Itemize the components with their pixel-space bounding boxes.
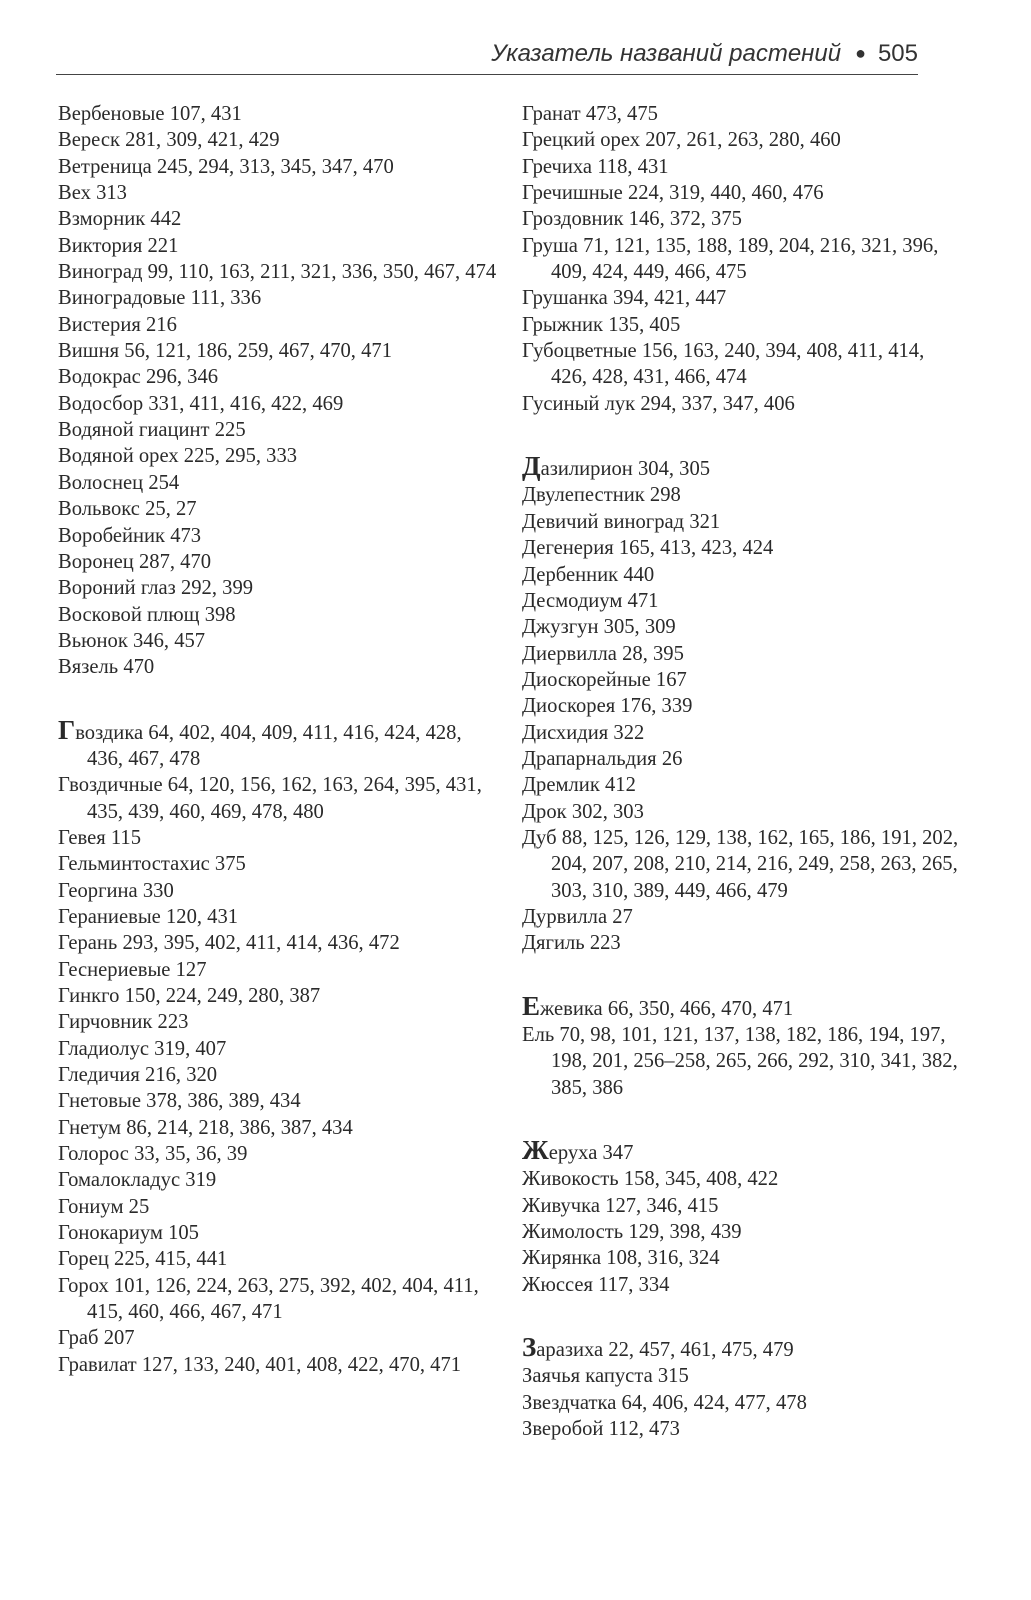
- entry-term: Гонокариум: [58, 1222, 163, 1245]
- entry-pages: 305, 309: [603, 616, 676, 639]
- entry-term: Живучка: [522, 1194, 600, 1217]
- index-entry: [522, 233, 962, 286]
- entry-term: Взморник: [58, 208, 146, 231]
- entry-pages: 70, 98, 101, 121, 137, 138, 182, 186, 194, 197, 198, 201, 256–258, 265, 266, 292, 310, 341, 382, 385, 386: [551, 1024, 958, 1099]
- entry-term: Герань: [58, 932, 118, 955]
- index-entry: [522, 535, 962, 561]
- entry-term: аразиха: [536, 1339, 604, 1362]
- entry-term: Виноградовые: [58, 287, 186, 310]
- entry-pages: 473, 475: [585, 103, 658, 125]
- entry-term: Жирянка: [522, 1247, 602, 1270]
- entry-pages: 293, 395, 402, 411, 414, 436, 472: [122, 932, 400, 955]
- entry-term: Дисхидия: [522, 721, 609, 744]
- letter-group-gap: [522, 1298, 962, 1334]
- entry-pages: 117, 334: [598, 1273, 670, 1296]
- entry-term: Драпарнальдия: [522, 747, 657, 770]
- index-entry: [58, 1141, 498, 1167]
- entry-term: Живокость: [522, 1168, 619, 1191]
- entry-pages: 440: [623, 563, 655, 586]
- entry-term: Зверобой: [522, 1418, 604, 1441]
- index-entry: [58, 825, 498, 851]
- entry-term: Гречишные: [522, 182, 623, 205]
- index-entry-letter-start: [522, 453, 962, 482]
- entry-term: Дурвилла: [522, 905, 608, 928]
- running-header: [56, 34, 918, 75]
- entry-term: Гинкго: [58, 985, 120, 1007]
- index-entry: [58, 1273, 498, 1326]
- entry-term: Грецкий орех: [522, 129, 641, 152]
- entry-term: жевика: [540, 997, 603, 1020]
- entry-pages: 294, 337, 347, 406: [640, 392, 795, 415]
- entry-term: Дрок: [522, 800, 567, 823]
- index-entry: [58, 904, 498, 930]
- index-entry: [58, 259, 498, 285]
- entry-pages: 120, 431: [165, 905, 239, 928]
- entry-pages: 22, 457, 461, 475, 479: [608, 1339, 794, 1362]
- entry-pages: 398: [204, 603, 236, 626]
- header-title: Указатель названий растений: [491, 40, 842, 67]
- entry-pages: 347: [602, 1142, 634, 1165]
- index-entry: [522, 930, 962, 956]
- entry-pages: 118, 431: [597, 155, 669, 178]
- entry-term: Гнетум: [58, 1116, 122, 1139]
- entry-pages: 296, 346: [145, 366, 219, 389]
- entry-pages: 66, 350, 466, 470, 471: [607, 997, 794, 1020]
- entry-term: азилирион: [540, 458, 633, 481]
- index-entry: [58, 470, 498, 496]
- index-entry: [522, 338, 962, 391]
- index-entry: [522, 391, 962, 417]
- entry-term: Дербенник: [522, 563, 619, 586]
- entry-pages: 302, 303: [571, 800, 644, 823]
- entry-pages: 146, 372, 375: [628, 208, 742, 231]
- index-entry-letter-start: [522, 990, 962, 1022]
- entry-pages: 223: [589, 932, 621, 955]
- entry-pages: 225: [214, 419, 246, 442]
- entry-pages: 150, 224, 249, 280, 387: [124, 985, 321, 1007]
- entry-pages: 375: [214, 853, 246, 876]
- index-entry: [522, 1416, 962, 1442]
- entry-term: Голорос: [58, 1143, 129, 1166]
- index-entry: [522, 720, 962, 746]
- index-entry: [58, 878, 498, 904]
- entry-pages: 25: [128, 1195, 150, 1218]
- entry-pages: 216, 320: [145, 1064, 218, 1087]
- entry-pages: 319: [185, 1169, 217, 1192]
- entry-term: Гельминтостахис: [58, 853, 210, 876]
- index-entry: [58, 285, 498, 311]
- entry-term: Грушанка: [522, 287, 608, 310]
- entry-pages: 71, 121, 135, 188, 189, 204, 216, 321, 396, 409, 424, 449, 466, 475: [551, 234, 939, 284]
- entry-term: Губоцветные: [522, 340, 637, 363]
- entry-pages: 412: [604, 774, 636, 797]
- index-entry: [58, 523, 498, 549]
- index-entry: [58, 364, 498, 390]
- entry-pages: 331, 411, 416, 422, 469: [148, 392, 344, 415]
- entry-pages: 99, 110, 163, 211, 321, 336, 350, 467, 474: [147, 261, 497, 284]
- entry-term: Диоскорейные: [522, 668, 651, 691]
- entry-term: Граб: [58, 1327, 99, 1350]
- entry-pages: 156, 163, 240, 394, 408, 411, 414, 426, 428, 431, 466, 474: [551, 340, 925, 389]
- letter-initial: Е: [522, 990, 541, 1021]
- index-entry: [522, 312, 962, 338]
- entry-pages: 224, 319, 440, 460, 476: [627, 182, 824, 205]
- index-entry: [522, 1390, 962, 1416]
- index-entry: [522, 1022, 962, 1101]
- index-entry: [58, 628, 498, 654]
- entry-term: Заячья капуста: [522, 1365, 653, 1388]
- index-entry: [522, 180, 962, 206]
- entry-pages: 26: [661, 747, 683, 770]
- entry-pages: 129, 398, 439: [628, 1221, 742, 1244]
- index-entry: [522, 799, 962, 825]
- entry-pages: 108, 316, 324: [606, 1247, 720, 1270]
- entry-term: Джузгун: [522, 616, 599, 639]
- entry-pages: 298: [649, 484, 681, 507]
- entry-pages: 33, 35, 36, 39: [134, 1143, 248, 1166]
- entry-term: Гирчовник: [58, 1011, 153, 1034]
- index-entry: [522, 509, 962, 535]
- entry-term: Вишня: [58, 340, 120, 363]
- entry-pages: 321: [689, 510, 721, 533]
- entry-pages: 135, 405: [608, 313, 681, 336]
- entry-term: Горец: [58, 1248, 109, 1271]
- entry-term: Вистерия: [58, 313, 141, 336]
- index-entry: [58, 1036, 498, 1062]
- entry-pages: 292, 399: [180, 577, 254, 600]
- index-entry: [58, 575, 498, 601]
- entry-term: Гевея: [58, 826, 106, 849]
- letter-initial: Ж: [522, 1135, 549, 1166]
- index-entry: [522, 1245, 962, 1271]
- entry-term: Вороний глаз: [58, 577, 176, 600]
- letter-initial: Г: [58, 714, 76, 745]
- entry-term: Геснериевые: [58, 958, 171, 981]
- index-entry: [58, 1352, 498, 1378]
- entry-term: Горох: [58, 1274, 109, 1297]
- index-entry: [58, 338, 498, 364]
- entry-pages: 315: [657, 1365, 689, 1388]
- entry-term: Дягиль: [522, 932, 585, 955]
- entry-pages: 27: [612, 905, 633, 928]
- index-entry: [58, 154, 498, 180]
- entry-term: Гравилат: [58, 1353, 137, 1376]
- index-entry: [58, 957, 498, 983]
- index-entry: [58, 233, 498, 259]
- index-entry: [58, 1246, 498, 1272]
- index-entry: [522, 904, 962, 930]
- entry-pages: 111, 336: [190, 287, 262, 310]
- entry-pages: 281, 309, 421, 429: [125, 129, 280, 152]
- index-entry: [58, 127, 498, 153]
- entry-term: Дегенерия: [522, 537, 614, 560]
- entry-term: Водосбор: [58, 392, 144, 415]
- letter-initial: Д: [522, 451, 541, 482]
- index-entry: [58, 983, 498, 1009]
- left-index-column: [58, 101, 498, 1378]
- entry-pages: 346, 457: [133, 629, 206, 652]
- index-entry: [522, 1363, 962, 1389]
- entry-term: Дуб: [522, 826, 557, 849]
- entry-pages: 127, 133, 240, 401, 408, 422, 470, 471: [141, 1353, 462, 1376]
- entry-term: Волоснец: [58, 471, 144, 494]
- index-entry: [522, 1166, 962, 1192]
- entry-pages: 245, 294, 313, 345, 347, 470: [156, 155, 394, 178]
- index-entry: [58, 391, 498, 417]
- entry-term: Жимолость: [522, 1221, 624, 1244]
- entry-pages: 176, 339: [620, 695, 693, 718]
- entry-term: воздика: [75, 721, 144, 744]
- entry-term: Восковой плющ: [58, 603, 200, 626]
- letter-group-gap: [522, 957, 962, 993]
- entry-term: Вербеновые: [58, 103, 165, 125]
- index-entry: [58, 206, 498, 232]
- index-entry: [522, 1193, 962, 1219]
- entry-term: Водяной орех: [58, 445, 179, 468]
- entry-pages: 86, 214, 218, 386, 387, 434: [126, 1116, 353, 1139]
- entry-pages: 56, 121, 186, 259, 467, 470, 471: [124, 340, 392, 363]
- entry-pages: 442: [150, 208, 182, 231]
- entry-term: Десмодиум: [522, 589, 623, 612]
- index-entry: [58, 1325, 498, 1351]
- entry-pages: 471: [627, 589, 659, 612]
- entry-pages: 165, 413, 423, 424: [618, 537, 774, 560]
- index-entry: [522, 746, 962, 772]
- index-entry: [58, 772, 498, 825]
- entry-term: Жюссея: [522, 1273, 593, 1296]
- entry-pages: 115: [110, 826, 141, 849]
- letter-group-gap: [58, 681, 498, 717]
- entry-pages: 127, 346, 415: [605, 1194, 719, 1217]
- index-entry: [58, 101, 498, 127]
- entry-pages: 105: [168, 1222, 199, 1245]
- entry-term: Вех: [58, 182, 91, 205]
- entry-term: Ветреница: [58, 155, 152, 178]
- entry-pages: 470: [123, 656, 155, 679]
- entry-term: Грыжник: [522, 313, 604, 336]
- index-entry: [58, 1088, 498, 1114]
- entry-term: Гладиолус: [58, 1037, 150, 1060]
- entry-pages: 304, 305: [637, 458, 711, 481]
- entry-pages: 473: [170, 524, 202, 547]
- entry-pages: 322: [613, 721, 645, 744]
- entry-pages: 28, 395: [622, 642, 684, 665]
- letter-initial: З: [522, 1332, 537, 1363]
- index-entry: [522, 562, 962, 588]
- entry-term: Виктория: [58, 234, 143, 257]
- index-entry: [58, 417, 498, 443]
- entry-pages: 64, 120, 156, 162, 163, 264, 395, 431, 435, 439, 460, 469, 478, 480: [87, 774, 482, 823]
- index-entry: [58, 1220, 498, 1246]
- entry-term: Гледичия: [58, 1064, 140, 1087]
- entry-term: Виноград: [58, 261, 143, 284]
- entry-pages: 112, 473: [608, 1418, 680, 1441]
- entry-term: Диервилла: [522, 642, 617, 665]
- index-entry-letter-start: [58, 714, 498, 773]
- entry-term: Гречиха: [522, 155, 593, 178]
- entry-pages: 330: [142, 879, 174, 902]
- index-entry: [522, 588, 962, 614]
- index-entry: [58, 549, 498, 575]
- index-entry: [522, 1219, 962, 1245]
- index-entry: [58, 851, 498, 877]
- index-entry: [522, 127, 962, 153]
- index-entry: [58, 654, 498, 680]
- entry-pages: 287, 470: [138, 550, 212, 573]
- index-entry: [522, 641, 962, 667]
- index-entry-letter-start: [522, 1137, 962, 1166]
- index-entry: [58, 1167, 498, 1193]
- index-entry: [58, 1115, 498, 1141]
- index-entry-letter-start: [522, 1334, 962, 1363]
- entry-pages: 221: [147, 234, 179, 257]
- entry-pages: 88, 125, 126, 129, 138, 162, 165, 186, 191, 202, 204, 207, 208, 210, 214, 216, 249, 258, 263, 265, 303, 310, 389, 449, 466, 479: [551, 826, 959, 902]
- entry-pages: 64, 406, 424, 477, 478: [621, 1391, 807, 1414]
- index-entry: [58, 180, 498, 206]
- entry-pages: 223: [157, 1011, 189, 1034]
- index-entry: [58, 1062, 498, 1088]
- index-entry: [522, 693, 962, 719]
- index-entry: [522, 614, 962, 640]
- entry-term: Гусиный лук: [522, 392, 636, 415]
- entry-pages: 64, 402, 404, 409, 411, 416, 424, 428, 436, 467, 478: [87, 721, 462, 770]
- entry-term: Вязель: [58, 656, 119, 679]
- index-entry: [58, 443, 498, 469]
- entry-term: Дремлик: [522, 774, 600, 797]
- index-entry: [58, 602, 498, 628]
- entry-pages: 127: [175, 958, 207, 981]
- entry-pages: 378, 386, 389, 434: [146, 1090, 301, 1113]
- entry-pages: 225, 295, 333: [183, 445, 298, 468]
- entry-pages: 207: [103, 1327, 135, 1350]
- entry-term: Георгина: [58, 879, 138, 902]
- entry-term: Груша: [522, 234, 578, 257]
- index-entry: [522, 206, 962, 232]
- entry-term: Гониум: [58, 1195, 124, 1218]
- index-entry: [58, 1009, 498, 1035]
- index-entry: [522, 285, 962, 311]
- entry-term: Гераниевые: [58, 905, 161, 928]
- entry-term: Двулепестник: [522, 484, 645, 507]
- entry-term: Гроздовник: [522, 208, 624, 231]
- entry-pages: 319, 407: [154, 1037, 227, 1060]
- entry-pages: 216: [145, 313, 177, 336]
- entry-term: Вольвокс: [58, 498, 140, 521]
- entry-term: Вьюнок: [58, 629, 128, 652]
- entry-term: Девичий виноград: [522, 510, 685, 533]
- entry-term: Водокрас: [58, 366, 141, 389]
- index-entry: [522, 154, 962, 180]
- index-entry: [522, 825, 962, 904]
- entry-pages: 25, 27: [145, 498, 197, 521]
- entry-term: Водяной гиацинт: [58, 419, 210, 442]
- index-entry: [522, 482, 962, 508]
- entry-term: Диоскорея: [522, 695, 616, 718]
- page-number: 505: [877, 40, 918, 67]
- entry-term: Гвоздичные: [58, 774, 163, 797]
- entry-term: Гранат: [522, 103, 581, 125]
- entry-term: Звездчатка: [522, 1391, 617, 1414]
- entry-pages: 207, 261, 263, 280, 460: [645, 129, 841, 152]
- entry-pages: 313: [96, 182, 127, 205]
- index-entry: [58, 312, 498, 338]
- entry-pages: 167: [655, 668, 687, 691]
- entry-pages: 394, 421, 447: [612, 287, 727, 310]
- entry-term: еруха: [548, 1142, 598, 1165]
- index-entry: [522, 1272, 962, 1298]
- entry-term: Ель: [522, 1024, 555, 1046]
- header-bullet: ●: [855, 43, 866, 63]
- entry-pages: 225, 415, 441: [114, 1248, 228, 1271]
- entry-pages: 254: [148, 471, 180, 494]
- entry-pages: 158, 345, 408, 422: [623, 1168, 779, 1191]
- index-entry: [522, 772, 962, 798]
- index-entry: [58, 496, 498, 522]
- entry-term: Воробейник: [58, 524, 166, 547]
- index-entry: [522, 101, 962, 127]
- entry-term: Гомалокладус: [58, 1169, 181, 1192]
- index-entry: [58, 930, 498, 956]
- entry-term: Вереск: [58, 129, 120, 152]
- letter-group-gap: [522, 1101, 962, 1137]
- index-entry: [58, 1194, 498, 1220]
- index-entry: [522, 667, 962, 693]
- right-index-column: [522, 101, 962, 1442]
- header-title-line: [491, 40, 918, 68]
- entry-pages: 101, 126, 224, 263, 275, 392, 402, 404, 411, 415, 460, 466, 467, 471: [87, 1274, 479, 1324]
- entry-term: Гнетовые: [58, 1090, 142, 1113]
- letter-group-gap: [522, 417, 962, 453]
- entry-term: Воронец: [58, 550, 134, 573]
- entry-pages: 107, 431: [169, 103, 242, 125]
